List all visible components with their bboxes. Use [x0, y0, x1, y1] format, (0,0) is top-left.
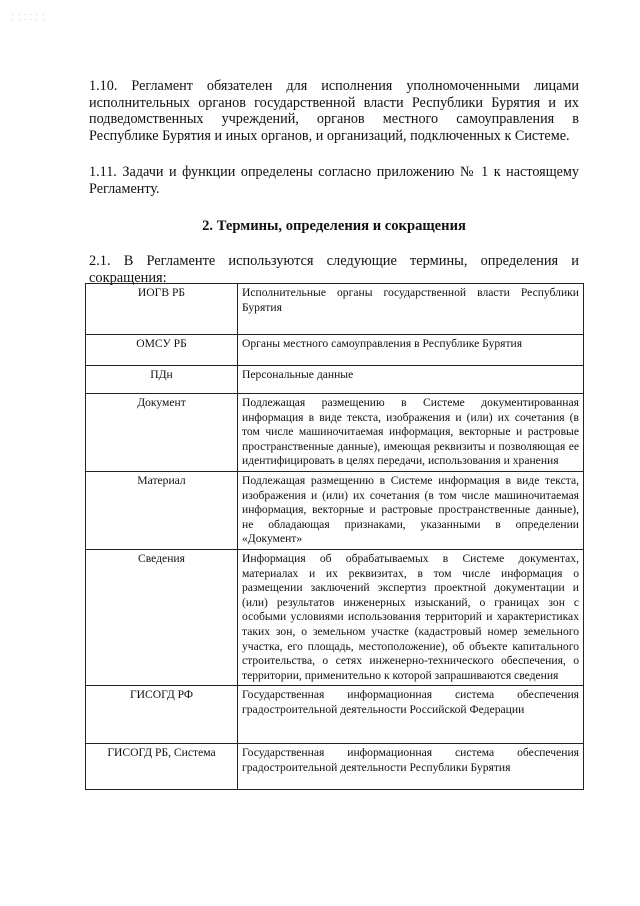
paragraph-2-1: 2.1. В Регламенте используются следующие термины, определения и сокращения: — [89, 253, 579, 286]
term-cell: ГИСОГД РБ, Система — [86, 744, 238, 790]
table-row — [86, 366, 584, 394]
definition-cell: Подлежащая размещению в Системе документированная информация в виде текста, изображения и (или) их сочетания (в том числе машиночитаемая информация, векторные и растровые пространственные данные), имеющая реквизиты и позволяющая ее идентифицировать в целях передачи, использования и хранения — [238, 394, 584, 472]
term-cell: Сведения — [86, 549, 238, 685]
paragraph-1-11: 1.11. Задачи и функции определены согласно приложению № 1 к настоящему Регламенту. — [89, 164, 579, 197]
table-row — [86, 394, 584, 472]
table-row — [86, 686, 584, 744]
table-row — [86, 471, 584, 549]
definition-cell: Информация об обрабатываемых в Системе документах, материалах и их реквизитах, в том числе информация о размещении заключений экспертиз проектной документации и (или) результатов инженерных изысканий, о границах зон с особыми условиями использования территорий и характеристиках таких зон, о земельном участке (кадастровый номер земельного участка, его площадь, местоположение), об объекте капитального строительства, о сетях инженерно-технического обеспечения, о территории, применительно к которой запрашиваются сведения — [238, 549, 584, 685]
term-cell: ГИСОГД РФ — [86, 686, 238, 744]
scan-artifact — [10, 12, 46, 22]
table-row — [86, 284, 584, 335]
table-row — [86, 744, 584, 790]
definition-cell: Подлежащая размещению в Системе информация в виде текста, изображения и (или) их сочетания (в том числе машиночитаемая информация, векторные и растровые пространственные данные), не обладающая признаками, указанными в определении «Документ» — [238, 471, 584, 549]
table-row — [86, 335, 584, 366]
term-cell: Документ — [86, 394, 238, 472]
definition-cell: Персональные данные — [238, 366, 584, 394]
term-cell: ИОГВ РБ — [86, 284, 238, 335]
section-heading: 2. Термины, определения и сокращения — [202, 218, 466, 234]
term-cell: ОМСУ РБ — [86, 335, 238, 366]
definition-cell: Органы местного самоуправления в Республике Бурятия — [238, 335, 584, 366]
term-cell: Материал — [86, 471, 238, 549]
terms-table — [85, 283, 584, 790]
definition-cell: Государственная информационная система обеспечения градостроительной деятельности Республики Бурятия — [238, 744, 584, 790]
paragraph-1-10: 1.10. Регламент обязателен для исполнения уполномоченными лицами исполнительных органов государственной власти Республики Бурятия и их подведомственных учреждений, органов местного самоуправления в Республике Бурятия и иных органов, и организаций, подключенных к Системе. — [89, 78, 579, 144]
definition-cell: Государственная информационная система обеспечения градостроительной деятельности Российской Федерации — [238, 686, 584, 744]
definition-cell: Исполнительные органы государственной власти Республики Бурятия — [238, 284, 584, 335]
term-cell: ПДн — [86, 366, 238, 394]
table-row — [86, 549, 584, 685]
